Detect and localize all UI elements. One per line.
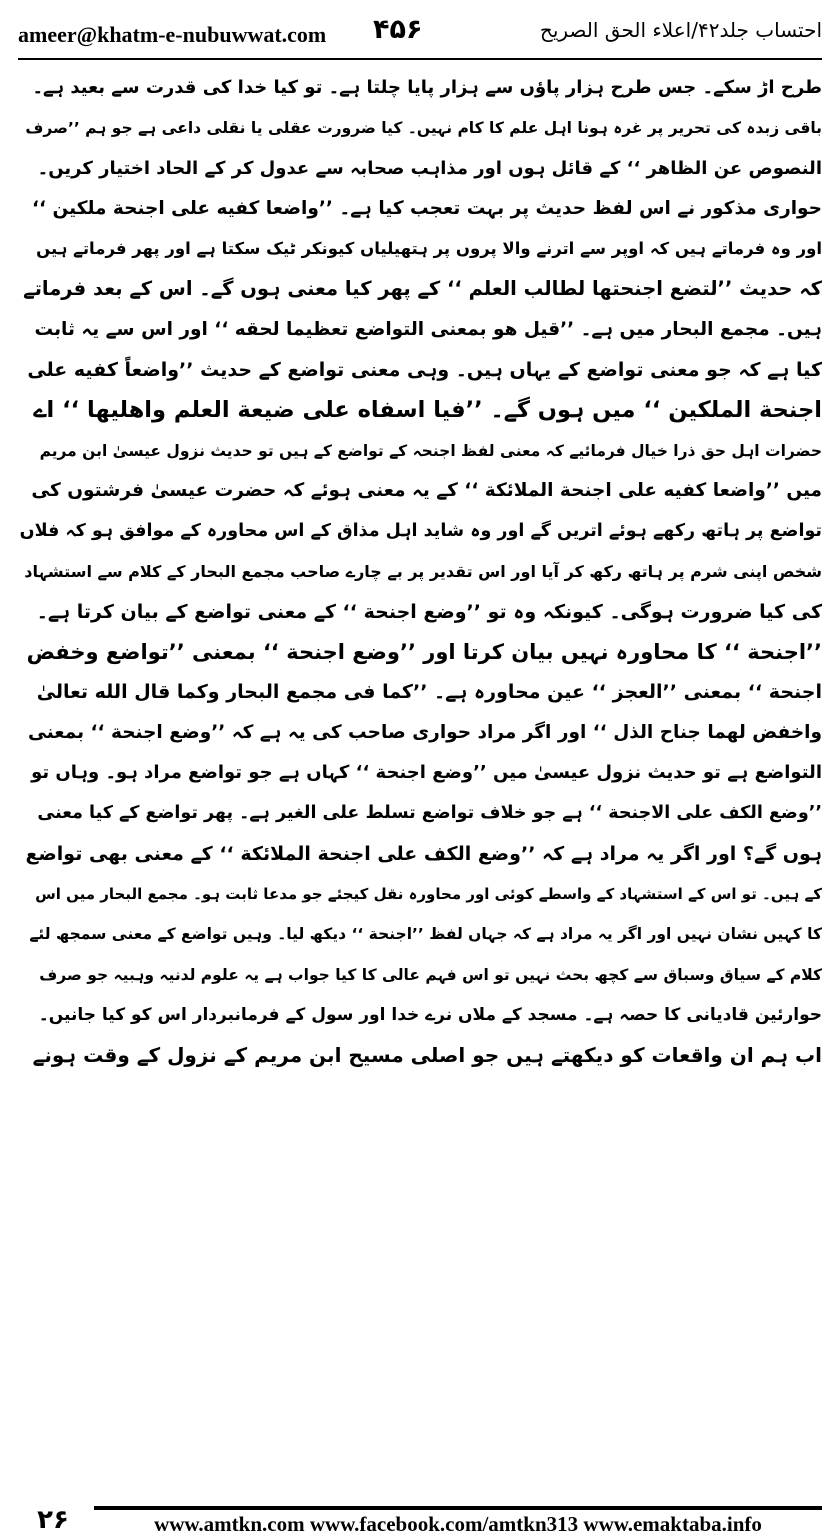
text-line: حضرات اہل حق ذرا خیال فرمائیے کہ معنی لفظ اجنحہ کے تواضع کے ہیں تو حدیث نزول عیسیٰ ابن مریم [39, 441, 822, 460]
text-line: اب ہم ان واقعات کو دیکھتے ہیں جو اصلی مسیح ابن مریم کے نزول کے وقت ہونے [32, 1043, 822, 1068]
text-line: ہوں گے؟ اور اگر یہ مراد ہے کہ ’’وضع الکف علی اجنحة الملائکة ‘‘ کے معنی بھی تواضع [25, 842, 822, 865]
text-line: کیا ہے کہ جو معنی تواضع کے یہاں ہیں۔ وہی معنی تواضع کے حدیث ’’واضعاً کفیه علی [27, 359, 822, 382]
footer-links: www.amtkn.com www.facebook.com/amtkn313 www.emaktaba.info [154, 1512, 762, 1536]
footer-page-number: ۲۶ [37, 1505, 69, 1535]
page-header [18, 14, 822, 54]
text-line: میں ’’واضعا کفیه علی اجنحة الملائکة ‘‘ کے یہ معنی ہوئے کہ حضرت عیسیٰ فرشتوں کی [31, 479, 822, 501]
text-line: کلام کے سیاق وسباق سے کچھ بحث نہیں تو اس فہم عالی کا کیا جواب ہے یہ علوم لدنیہ وہبیہ جو صرف [39, 965, 822, 984]
header-email: ameer@khatm-e-nubuwwat.com [18, 22, 327, 47]
text-line: حواری مذکور نے اس لفظ حدیث پر بہت تعجب کیا ہے۔ ’’واضعا کفیه علی اجنحة ملکین ‘‘ [32, 197, 822, 219]
text-line: کا کہیں نشان نہیں اور اگر یہ مراد ہے کہ جہاں لفظ ’’اجنحة ‘‘ دیکھ لیا۔ وہیں تواضع کے معنی سمجھ لئے [29, 925, 822, 944]
footer-rule [94, 1506, 822, 1510]
text-line: ہیں۔ مجمع البحار میں ہے۔ ’’قیل هو بمعنی التواضع تعظیما لحقه ‘‘ اور اس سے یہ ثابت [34, 318, 822, 340]
body-text [18, 68, 822, 1075]
text-line: شخص اپنی شرم پر ہاتھ رکھ کر آیا اور اس تقدیر پر بے چارے صاحب مجمع البحار کے کلام سے استشہاد [24, 561, 822, 581]
page-footer [18, 1506, 822, 1536]
text-line: ’’اجنحة ‘‘ کا محاورہ نہیں بیان کرتا اور ’’وضع اجنحة ‘‘ بمعنی ’’تواضع وخفض [26, 640, 822, 665]
text-line: کے ہیں۔ تو اس کے استشہاد کے واسطے کوئی اور محاورہ نقل کیجئے جو مدعا ثابت ہو۔ مجمع البحار میں اس [35, 884, 822, 903]
header-rule [18, 58, 822, 60]
text-line: حوارئین قادیانی کا حصہ ہے۔ مسجد کے ملاں نرے خدا اور سول کے فرمانبردار اس کو کیا جانیں۔ [38, 1004, 822, 1025]
text-line: النصوص عن الظاهر ‘‘ کے قائل ہوں اور مذاہب صحابہ سے عدول کر کے الحاد اختیار کریں۔ [37, 157, 822, 179]
text-line: باقی زبدہ کی تحریر پر غرہ ہونا اہل علم کا کام نہیں۔ کیا ضرورت عقلی یا نقلی داعی ہے جو ہم ’’صرف [25, 119, 822, 138]
text-line: اور وہ فرماتے ہیں کہ اوپر سے اترنے والا پروں پر ہتھیلیاں کیونکر ٹیک سکتا ہے اور پھر فرماتے ہیں [36, 239, 822, 259]
text-line: کی کیا ضرورت ہوگی۔ کیونکہ وہ تو ’’وضع اجنحة ‘‘ کے معنی تواضع کے بیان کرتا ہے۔ [36, 600, 822, 623]
text-line: واخفض لهما جناح الذل ‘‘ اور اگر مراد حواری صاحب کی یہ ہے کہ ’’وضع اجنحة ‘‘ بمعنی [28, 721, 822, 743]
text-line: ’’وضع الکف علی الاجنحة ‘‘ ہے جو خلاف تواضع تسلط علی الغیر ہے۔ پھر تواضع کے کیا معنی [37, 803, 822, 824]
header-page-number: ۴۵۶ [373, 14, 423, 45]
text-line: طرح اڑ سکے۔ جس طرح ہزار پاؤں سے ہزار پایا چلتا ہے۔ تو کیا خدا کی قدرت سے بعید ہے۔ [32, 77, 822, 98]
text-line: التواضع ہے تو حدیث نزول عیسیٰ میں ’’وضع اجنحة ‘‘ کہاں ہے جو تواضع مراد ہو۔ وہاں تو [31, 762, 822, 784]
text-line: اجنحة ‘‘ بمعنی ’’العجز ‘‘ عین محاورہ ہے۔ ’’کما فی مجمع البحار وکما قال الله تعالیٰ [36, 681, 822, 704]
text-line: اجنحة الملکین ‘‘ میں ہوں گے۔ ’’فیا اسفاه علی ضیعة العلم واهلیها ‘‘ اے [33, 397, 822, 424]
header-book-title: احتساب جلد۴۲/اعلاء الحق الصریح [539, 18, 822, 42]
text-line: تواضع پر ہاتھ رکھے ہوئے اتریں گے اور وہ شاید اہل مذاق کے اس محاورہ کے موافق ہو کہ فلاں [19, 521, 822, 542]
text-line: کہ حدیث ’’لتضع اجنحتها لطالب العلم ‘‘ کے پھر کیا معنی ہوں گے۔ اس کے بعد فرماتے [23, 277, 822, 301]
